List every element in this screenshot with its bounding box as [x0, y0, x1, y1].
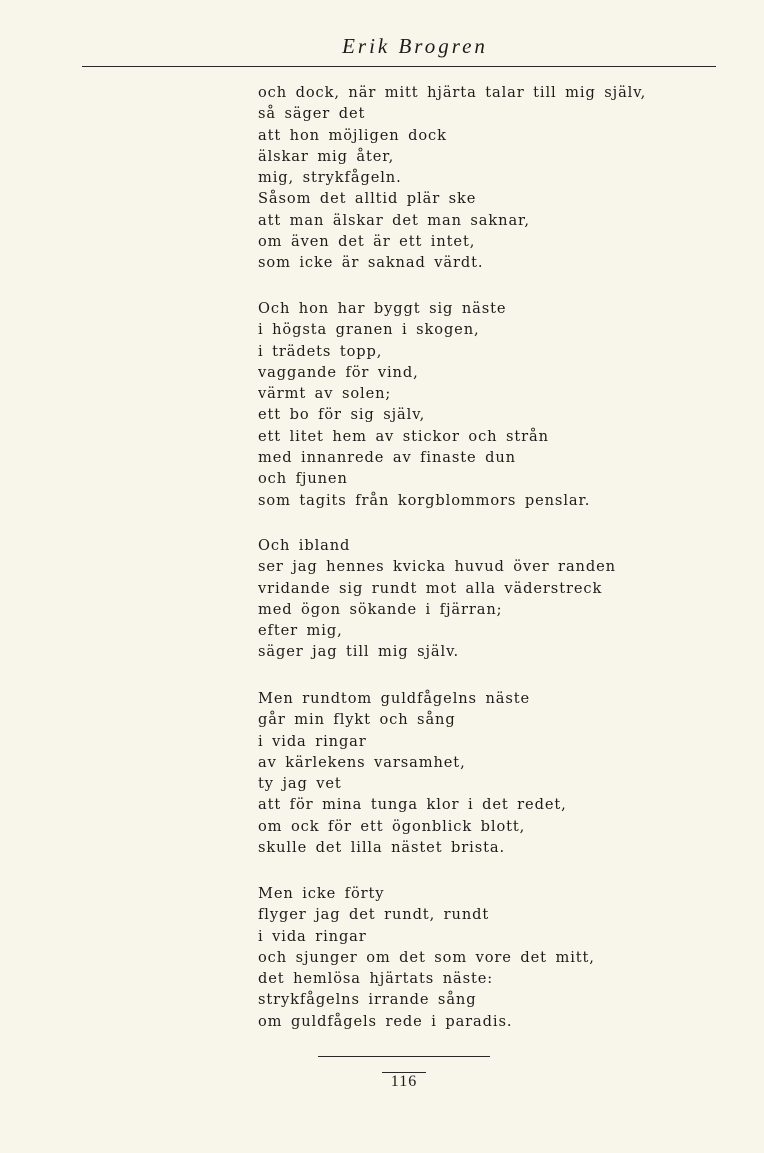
poem-line: Men rundtom guldfågelns näste — [258, 690, 531, 707]
poem-line: som tagits från korgblommors penslar. — [258, 491, 591, 509]
poem-line: efter mig, — [258, 622, 343, 640]
poem-line: och fjunen — [258, 470, 348, 488]
poem-line: i vida ringar — [258, 927, 367, 945]
poem-line: om även det är ett intet, — [258, 233, 476, 251]
poem-line: i trädets topp, — [258, 342, 383, 360]
stanza — [258, 82, 646, 274]
poem-line: om ock för ett ögonblick blott, — [258, 817, 526, 835]
poem-line: älskar mig åter, — [258, 147, 395, 165]
poem-line: Såsom det alltid plär ske — [258, 190, 477, 208]
poem-line: Och hon har byggt sig näste — [258, 300, 507, 317]
poem-line: mig, strykfågeln. — [258, 169, 402, 187]
stanza — [258, 535, 616, 663]
poem-line: det hemlösa hjärtats näste: — [258, 970, 494, 988]
poem-line: och sjunger om det som vore det mitt, — [258, 948, 595, 966]
poem-line: ser jag hennes kvicka huvud över randen — [258, 558, 616, 576]
poem-line: Och ibland — [258, 537, 351, 554]
poem-line: flyger jag det rundt, rundt — [258, 906, 490, 924]
poem-line: att för mina tunga klor i det redet, — [258, 796, 567, 814]
poem-line: säger jag till mig själv. — [258, 643, 460, 661]
poem-line: Men icke förty — [258, 885, 385, 902]
poem-line: skulle det lilla nästet brista. — [258, 839, 506, 857]
running-header-author: Erik Brogren — [342, 34, 488, 58]
poem-line: med innanrede av finaste dun — [258, 449, 516, 467]
poem-line: så säger det — [258, 105, 366, 123]
stanza — [258, 883, 595, 1032]
poem-line: i vida ringar — [258, 732, 367, 750]
poem-line: värmt av solen; — [258, 385, 392, 403]
poem-line: vaggande för vind, — [258, 363, 419, 381]
header-rule — [82, 66, 716, 67]
poem-line: och dock, när mitt hjärta talar till mig själv, — [258, 84, 647, 101]
stanza — [258, 688, 567, 858]
poem-line: ett bo för sig själv, — [258, 406, 426, 424]
poem-line: om guldfågels rede i paradis. — [258, 1012, 513, 1030]
end-rule — [318, 1056, 490, 1057]
poem-line: ett litet hem av stickor och strån — [258, 427, 549, 445]
stanza — [258, 298, 590, 511]
poem-line: vridande sig rundt mot alla väderstreck — [258, 579, 603, 597]
poem-line: som icke är saknad värdt. — [258, 254, 484, 272]
poem-line: att hon möjligen dock — [258, 126, 447, 144]
poem-line: ty jag vet — [258, 775, 342, 793]
poem-line: med ögon sökande i fjärran; — [258, 600, 503, 618]
poem-line: i högsta granen i skogen, — [258, 321, 480, 339]
poem-line: att man älskar det man saknar, — [258, 211, 530, 229]
poem-line: strykfågelns irrande sång — [258, 991, 477, 1009]
page-number: 116 — [382, 1072, 426, 1091]
poem-line: av kärlekens varsamhet, — [258, 753, 466, 771]
poem-line: går min flykt och sång — [258, 711, 456, 729]
